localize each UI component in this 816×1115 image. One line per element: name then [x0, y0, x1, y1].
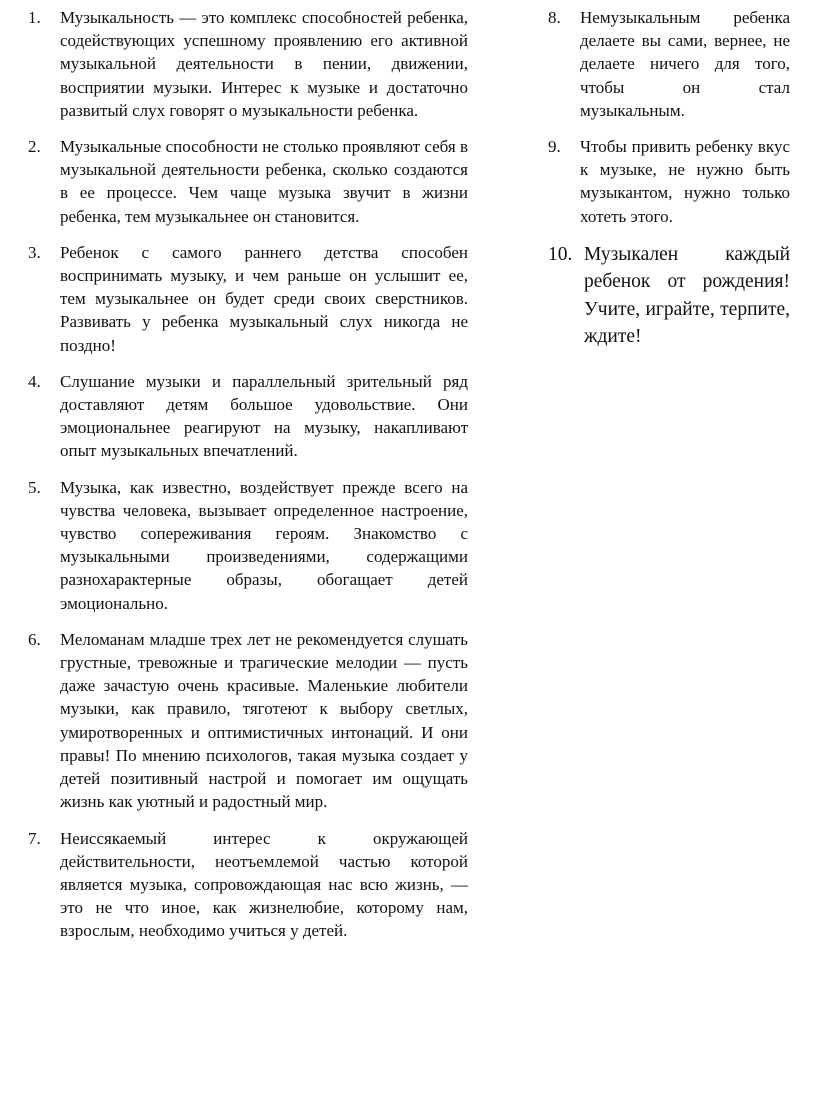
item-number: 4.	[28, 371, 41, 391]
item-number: 6.	[28, 629, 41, 649]
item-text: Ребенок с самого раннего детства способен воспринимать музыку, и чем раньше он услышит ее, тем музыкальнее он будет среди своих сверстников. Развивать у ребенка музыкальный слух никогда не поздно!	[60, 242, 468, 355]
left-column	[28, 6, 468, 956]
list-item-7	[28, 827, 468, 943]
list-item-4	[28, 370, 468, 463]
right-column	[548, 6, 790, 364]
item-text: Музыка, как известно, воздействует прежде всего на чувства человека, вызывает определенное настроение, чувство сопереживания героям. Знакомство с музыкальными произведениями, содержащими разнохарактерные образы, обогащает детей эмоционально.	[60, 477, 468, 613]
list-item-3	[28, 241, 468, 357]
item-text: Чтобы привить ребенку вкус к музыке, не нужно быть музыкантом, нужно только хотеть этого.	[580, 137, 790, 226]
list-item-6	[28, 628, 468, 814]
item-text: Слушание музыки и параллельный зрительный ряд доставляют детям большое удовольствие. Они эмоциональнее реагируют на музыку, накапливают опыт музыкальных впечатлений.	[60, 371, 468, 461]
item-number: 1.	[28, 8, 41, 27]
item-number: 8.	[548, 8, 561, 27]
item-text: Музыкальные способности не столько проявляют себя в музыкальной деятельности ребенка, сколько создаются в ее процессе. Чем чаще музыка звучит в жизни ребенка, тем музыкальнее он становится.	[60, 137, 468, 226]
list-item-2	[28, 135, 468, 228]
item-text: Немузыкальным ребенка делаете вы сами, вернее, не делаете ничего для того, чтобы он стал музыкальным.	[580, 8, 790, 120]
item-number: 7.	[28, 828, 41, 848]
item-number: 3.	[28, 242, 41, 262]
item-number: 5.	[28, 477, 41, 497]
item-text: Музыкальность — это комплекс способностей ребенка, содействующих успешному проявлению его активной музыкальной деятельности в пении, движении, восприятии музыки. Интерес к музыке и достаточно развитый слух говорят о музыкальности ребенка.	[60, 8, 468, 120]
item-text: Музыкален каждый ребенок от рождения! Учите, играйте, терпите, ждите!	[584, 243, 790, 348]
item-number: 9.	[548, 137, 561, 157]
item-text: Меломанам младше трех лет не рекомендуется слушать грустные, тревожные и трагические мелодии — пусть даже зачастую очень красивые. Маленькие любители музыки, как правило, тяготеют к выбору светлых, умиротворенных и оптимистичных интонаций. И они правы! По мнению психологов, такая музыка создает у детей позитивный настрой и помогает им ощущать жизнь как уютный и радостный мир.	[60, 629, 468, 812]
list-item-1	[28, 6, 468, 122]
item-text: Неиссякаемый интерес к окружающей действительности, неотъемлемой частью которой является музыка, сопровождающая нас всю жизнь, — это не что иное, как жизнелюбие, которому нам, взрослым, необходимо учиться у детей.	[60, 828, 468, 941]
item-number: 10.	[548, 243, 573, 265]
list-item-5	[28, 476, 468, 615]
list-item-10	[548, 241, 790, 351]
list-item-8	[548, 6, 790, 122]
item-number: 2.	[28, 137, 41, 157]
list-item-9	[548, 135, 790, 228]
